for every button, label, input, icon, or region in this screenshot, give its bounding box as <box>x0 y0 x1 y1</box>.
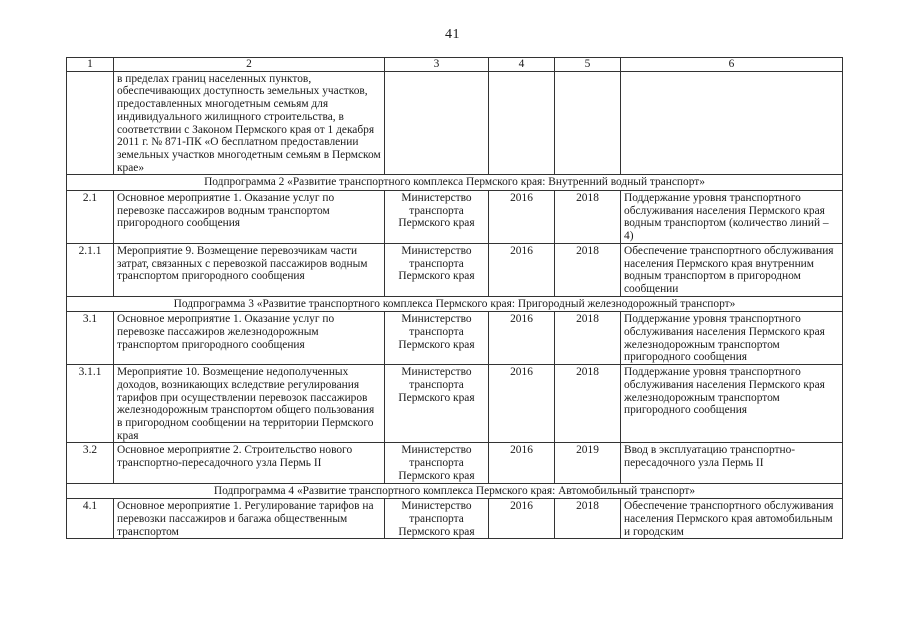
table-row <box>67 243 843 296</box>
activities-table <box>66 57 843 539</box>
expected-result: Поддержание уровня транспортного обслуживания населения Пермского края железнодорожным транспортом пригородного сообщения <box>621 365 843 443</box>
column-number-4: 4 <box>489 58 555 72</box>
activity-number <box>67 71 114 175</box>
table-row <box>67 365 843 443</box>
end-year: 2018 <box>555 243 621 296</box>
expected-result: Обеспечение транспортного обслуживания населения Пермского края автомобильным и городским <box>621 499 843 539</box>
activity-description: Основное мероприятие 2. Строительство нового транспортно-пересадочного узла Пермь II <box>114 443 385 483</box>
end-year: 2018 <box>555 191 621 244</box>
start-year: 2016 <box>489 243 555 296</box>
activity-number: 3.1 <box>67 312 114 365</box>
expected-result <box>621 71 843 175</box>
responsible-executor: Министерство транспорта Пермского края <box>385 443 489 483</box>
start-year: 2016 <box>489 365 555 443</box>
activity-description: Основное мероприятие 1. Регулирование тарифов на перевозки пассажиров и багажа общественным транспортом <box>114 499 385 539</box>
activity-number: 4.1 <box>67 499 114 539</box>
activity-number: 2.1.1 <box>67 243 114 296</box>
start-year: 2016 <box>489 191 555 244</box>
table-row <box>67 71 843 175</box>
activity-description: Мероприятие 10. Возмещение недополученных доходов, возникающих вследствие регулирования тарифов при осуществлении перевозок пассажиров железнодорожным транспортом общего пользования в пригородном сообщении на территории Пермского края <box>114 365 385 443</box>
table-body <box>67 58 843 539</box>
subprogram-title: Подпрограмма 2 «Развитие транспортного комплекса Пермского края: Внутренний водный транспорт» <box>67 175 843 191</box>
start-year: 2016 <box>489 499 555 539</box>
column-number-row <box>67 58 843 72</box>
responsible-executor: Министерство транспорта Пермского края <box>385 243 489 296</box>
subprogram-heading-row <box>67 483 843 499</box>
activity-description: Основное мероприятие 1. Оказание услуг по перевозке пассажиров железнодорожным транспортом пригородного сообщения <box>114 312 385 365</box>
end-year: 2019 <box>555 443 621 483</box>
responsible-executor: Министерство транспорта Пермского края <box>385 365 489 443</box>
page-number: 41 <box>445 27 460 42</box>
responsible-executor: Министерство транспорта Пермского края <box>385 499 489 539</box>
start-year: 2016 <box>489 443 555 483</box>
table-row <box>67 191 843 244</box>
column-number-2: 2 <box>114 58 385 72</box>
activity-description: в пределах границ населенных пунктов, обеспечивающих доступность земельных участков, предоставленных многодетным семьям для индивидуального жилищного строительства, в соответствии с Законом Пермского края от 1 декабря 2011 г. № 871-ПК «О бесплатном предоставлении земельных участков многодетным семьям в Пермском крае» <box>114 71 385 175</box>
end-year: 2018 <box>555 365 621 443</box>
responsible-executor: Министерство транспорта Пермского края <box>385 191 489 244</box>
end-year <box>555 71 621 175</box>
end-year: 2018 <box>555 499 621 539</box>
responsible-executor: Министерство транспорта Пермского края <box>385 312 489 365</box>
activity-number: 3.2 <box>67 443 114 483</box>
start-year: 2016 <box>489 312 555 365</box>
start-year <box>489 71 555 175</box>
responsible-executor <box>385 71 489 175</box>
subprogram-title: Подпрограмма 3 «Развитие транспортного комплекса Пермского края: Пригородный железнодорожный транспорт» <box>67 296 843 312</box>
table-row <box>67 499 843 539</box>
expected-result: Обеспечение транспортного обслуживания населения Пермского края внутренним водным транспортом в пригородном сообщении <box>621 243 843 296</box>
activity-description: Мероприятие 9. Возмещение перевозчикам части затрат, связанных с перевозкой пассажиров водным транспортом пригородного сообщения <box>114 243 385 296</box>
subprogram-heading-row <box>67 296 843 312</box>
expected-result: Ввод в эксплуатацию транспортно-пересадочного узла Пермь II <box>621 443 843 483</box>
activity-number: 3.1.1 <box>67 365 114 443</box>
column-number-3: 3 <box>385 58 489 72</box>
subprogram-heading-row <box>67 175 843 191</box>
activity-number: 2.1 <box>67 191 114 244</box>
expected-result: Поддержание уровня транспортного обслуживания населения Пермского края водным транспортом (количество линий – 4) <box>621 191 843 244</box>
table-row <box>67 312 843 365</box>
subprogram-title: Подпрограмма 4 «Развитие транспортного комплекса Пермского края: Автомобильный транспорт» <box>67 483 843 499</box>
column-number-6: 6 <box>621 58 843 72</box>
end-year: 2018 <box>555 312 621 365</box>
column-number-1: 1 <box>67 58 114 72</box>
activity-description: Основное мероприятие 1. Оказание услуг по перевозке пассажиров водным транспортом пригородного сообщения <box>114 191 385 244</box>
column-number-5: 5 <box>555 58 621 72</box>
table-row <box>67 443 843 483</box>
expected-result: Поддержание уровня транспортного обслуживания населения Пермского края железнодорожным транспортом пригородного сообщения <box>621 312 843 365</box>
